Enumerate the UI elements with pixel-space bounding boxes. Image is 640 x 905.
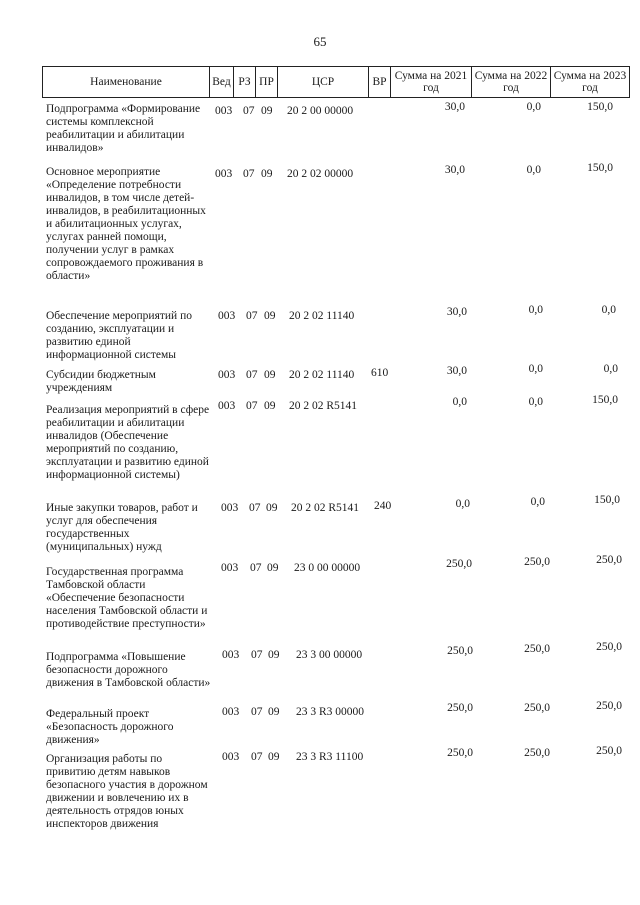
row-pr: 09 — [267, 562, 279, 574]
row-ved: 003 — [218, 400, 236, 412]
row-csr: 23 3 R3 00000 — [296, 706, 365, 718]
row-pr: 09 — [264, 310, 276, 322]
header-vr: ВР — [369, 67, 391, 97]
row-pr: 09 — [264, 400, 276, 412]
row-rz: 07 — [243, 105, 255, 117]
row-sum-2022: 0,0 — [528, 363, 543, 375]
row-csr: 20 2 02 R5141 — [291, 502, 360, 514]
row-sum-2021: 0,0 — [452, 396, 467, 408]
row-rz: 07 — [246, 369, 258, 381]
header-name: Наименование — [43, 67, 210, 97]
row-csr: 20 2 02 11140 — [289, 369, 355, 381]
row-rz: 07 — [246, 400, 258, 412]
row-name: Обеспечение мероприятий по созданию, эксплуатации и развитию единой информационной системы — [46, 310, 192, 361]
row-sum-2022: 0,0 — [526, 101, 541, 113]
row-sum-2023: 150,0 — [592, 394, 618, 406]
row-name: Федеральный проект «Безопасность дорожного движения» — [46, 708, 174, 746]
row-name: Основное мероприятие «Определение потребности инвалидов, в том числе детей-инвалидов, в реабилитационных и абилитационных услугах, услугах ранней помощи, получении услуг в рамках сопровождаемого проживания в области» — [46, 166, 206, 282]
row-sum-2021: 30,0 — [446, 306, 467, 318]
row-pr: 09 — [268, 706, 280, 718]
row-rz: 07 — [251, 706, 263, 718]
row-pr: 09 — [266, 502, 278, 514]
row-pr: 09 — [268, 649, 280, 661]
row-rz: 07 — [243, 168, 255, 180]
header-pr: ПР — [256, 67, 278, 97]
row-sum-2022: 250,0 — [524, 643, 550, 655]
header-sum-2023: Сумма на 2023 год — [553, 70, 627, 94]
row-rz: 07 — [249, 502, 261, 514]
row-name: Субсидии бюджетным учреждениям — [46, 369, 156, 394]
row-name: Подпрограмма «Повышение безопасности дорожного движения в Тамбовской области» — [46, 651, 211, 689]
row-ved: 003 — [222, 649, 240, 661]
row-rz: 07 — [251, 751, 263, 763]
row-vr: 240 — [374, 500, 392, 512]
row-sum-2021: 30,0 — [444, 101, 465, 113]
row-ved: 003 — [215, 168, 233, 180]
row-name: Государственная программа Тамбовской области «Обеспечение безопасности населения Тамбовской области и противодействие преступности» — [46, 566, 208, 630]
row-ved: 003 — [218, 310, 236, 322]
row-csr: 20 2 02 00000 — [287, 168, 354, 180]
row-sum-2021: 30,0 — [446, 365, 467, 377]
row-ved: 003 — [218, 369, 236, 381]
row-vr: 610 — [371, 367, 389, 379]
row-sum-2022: 250,0 — [524, 556, 550, 568]
header-csr: ЦСР — [278, 67, 369, 97]
header-ved: Вед — [210, 67, 234, 97]
row-sum-2021: 0,0 — [455, 498, 470, 510]
row-pr: 09 — [261, 105, 273, 117]
row-csr: 23 3 R3 11100 — [296, 751, 364, 763]
header-rz: РЗ — [234, 67, 256, 97]
row-sum-2021: 250,0 — [447, 702, 473, 714]
row-csr: 20 2 00 00000 — [287, 105, 354, 117]
row-csr: 20 2 02 R5141 — [289, 400, 358, 412]
row-sum-2023: 150,0 — [587, 162, 613, 174]
page-number: 65 — [313, 34, 327, 49]
header-sum-2022: Сумма на 2022 год — [472, 67, 551, 97]
header-sum-2021: Сумма на 2021 год — [391, 67, 472, 97]
row-ved: 003 — [221, 562, 239, 574]
row-ved: 003 — [221, 502, 239, 514]
row-sum-2023: 150,0 — [594, 494, 620, 506]
row-sum-2021: 250,0 — [447, 645, 473, 657]
row-pr: 09 — [264, 369, 276, 381]
row-name: Подпрограмма «Формирование системы комплексной реабилитации и абилитации инвалидов» — [46, 103, 201, 154]
row-sum-2023: 250,0 — [596, 641, 622, 653]
row-name: Организация работы по привитию детям навыков безопасного участия в дорожном движении и вовлечению их в деятельность отрядов юных инспекторов движения — [46, 753, 208, 830]
row-sum-2022: 0,0 — [530, 496, 545, 508]
row-csr: 23 3 00 00000 — [296, 649, 363, 661]
row-csr: 20 2 02 11140 — [289, 310, 355, 322]
row-sum-2023: 0,0 — [603, 363, 618, 375]
row-ved: 003 — [215, 105, 233, 117]
row-sum-2023: 250,0 — [596, 554, 622, 566]
row-sum-2022: 250,0 — [524, 702, 550, 714]
row-sum-2023: 150,0 — [587, 101, 613, 113]
row-name: Иные закупки товаров, работ и услуг для обеспечения государственных (муниципальных) нужд — [46, 502, 198, 553]
row-rz: 07 — [251, 649, 263, 661]
row-sum-2023: 250,0 — [596, 700, 622, 712]
row-rz: 07 — [246, 310, 258, 322]
row-ved: 003 — [222, 751, 240, 763]
row-sum-2022: 0,0 — [528, 396, 543, 408]
row-sum-2021: 250,0 — [446, 558, 472, 570]
row-rz: 07 — [250, 562, 262, 574]
row-name: Реализация мероприятий в сфере реабилитации и абилитации инвалидов (Обеспечение мероприятий по созданию, эксплуатации и развитию единой информационной системы) — [46, 404, 210, 481]
row-ved: 003 — [222, 706, 240, 718]
row-pr: 09 — [261, 168, 273, 180]
row-sum-2021: 250,0 — [447, 747, 473, 759]
table-header — [42, 66, 630, 98]
row-sum-2022: 250,0 — [524, 747, 550, 759]
row-csr: 23 0 00 00000 — [294, 562, 361, 574]
row-pr: 09 — [268, 751, 280, 763]
row-sum-2022: 0,0 — [526, 164, 541, 176]
row-sum-2022: 0,0 — [528, 304, 543, 316]
row-sum-2021: 30,0 — [444, 164, 465, 176]
row-sum-2023: 250,0 — [596, 745, 622, 757]
row-sum-2023: 0,0 — [601, 304, 616, 316]
